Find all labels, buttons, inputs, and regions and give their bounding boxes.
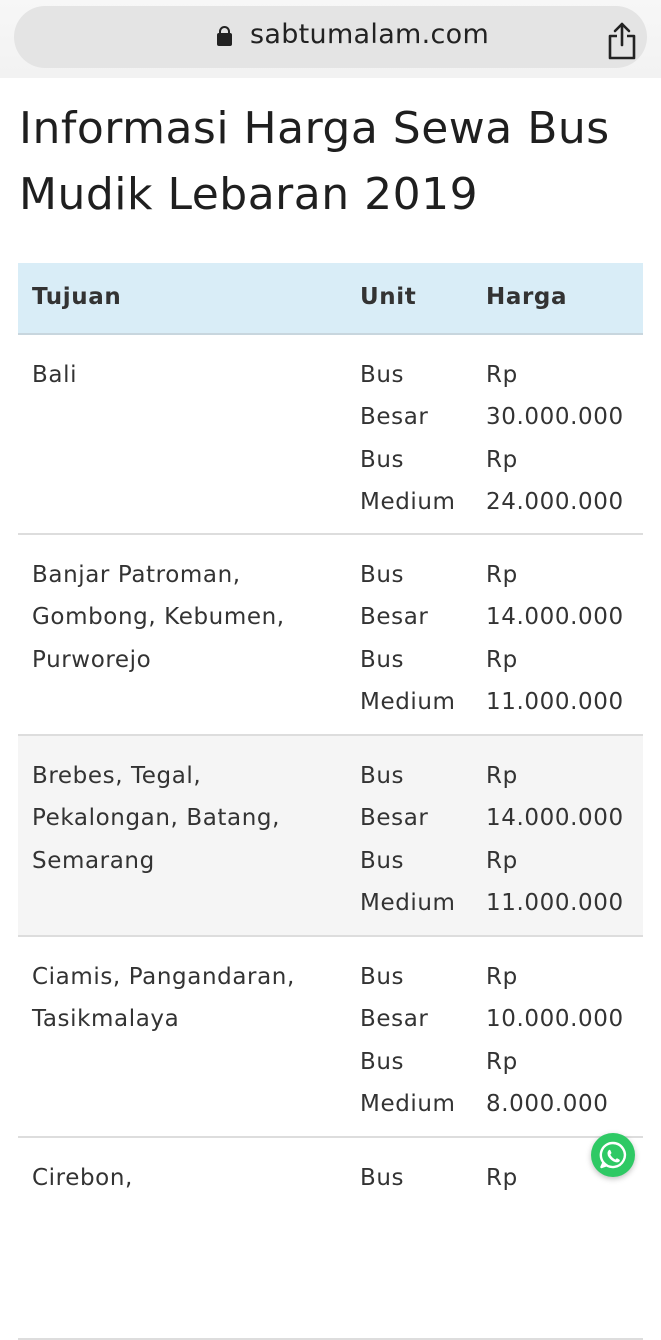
header-harga: Harga <box>486 284 568 310</box>
cell-tujuan-line: Tasikmalaya <box>32 1006 180 1033</box>
table-row <box>18 535 643 736</box>
whatsapp-button[interactable] <box>591 1133 635 1177</box>
cell-tujuan <box>32 354 352 396</box>
cell-tujuan-line: Purworejo <box>32 646 152 673</box>
table-header <box>18 263 643 335</box>
table-row <box>18 1138 643 1340</box>
cell-unit-line: Besar <box>360 404 429 431</box>
cell-harga-line: Rp <box>486 763 518 789</box>
cell-tujuan <box>32 1157 352 1199</box>
cell-tujuan-line: Pekalongan, Batang, <box>32 805 281 832</box>
cell-harga <box>486 956 641 1125</box>
cell-unit-line: Bus <box>360 562 405 588</box>
cell-tujuan-line: Brebes, Tegal, <box>32 763 202 789</box>
cell-harga-line: 8.000.000 <box>486 1090 609 1117</box>
cell-harga-line: Rp <box>486 847 518 874</box>
cell-unit-line: Besar <box>360 604 429 631</box>
cell-unit-line: Bus <box>360 1165 405 1191</box>
cell-unit <box>360 554 475 723</box>
cell-unit-line: Bus <box>360 847 405 874</box>
cell-tujuan-line: Semarang <box>32 847 155 874</box>
cell-unit <box>360 354 475 523</box>
cell-tujuan <box>32 956 352 1041</box>
cell-unit-line: Medium <box>360 1090 456 1117</box>
table-body <box>18 335 643 1340</box>
cell-harga-line: Rp <box>486 362 518 388</box>
cell-harga-line: 11.000.000 <box>486 889 624 916</box>
cell-harga <box>486 354 641 523</box>
price-table <box>18 263 643 1340</box>
lock-icon <box>217 33 232 46</box>
cell-harga-line: 11.000.000 <box>486 688 624 715</box>
cell-harga <box>486 554 641 723</box>
cell-unit-line: Medium <box>360 488 456 515</box>
address-bar[interactable] <box>14 6 647 68</box>
cell-harga-line: Rp <box>486 562 518 588</box>
header-unit: Unit <box>360 284 417 310</box>
cell-unit-line: Bus <box>360 362 405 388</box>
header-tujuan: Tujuan <box>32 284 122 310</box>
cell-unit-line: Medium <box>360 889 456 916</box>
cell-harga-line: Rp <box>486 1048 518 1075</box>
cell-harga-line: 14.000.000 <box>486 604 624 631</box>
cell-harga-line: Rp <box>486 1165 518 1191</box>
cell-harga-line: 30.000.000 <box>486 404 624 431</box>
url-text[interactable]: sabtumalam.com <box>250 19 490 50</box>
cell-harga-line: 10.000.000 <box>486 1006 624 1033</box>
cell-unit-line: Bus <box>360 964 405 990</box>
cell-unit <box>360 1157 475 1199</box>
share-icon[interactable] <box>606 21 638 61</box>
cell-harga-line: Rp <box>486 964 518 990</box>
cell-harga-line: 24.000.000 <box>486 488 624 515</box>
cell-harga <box>486 755 641 924</box>
browser-toolbar <box>0 0 661 78</box>
cell-unit-line: Besar <box>360 1006 429 1033</box>
cell-unit-line: Bus <box>360 446 405 473</box>
table-row <box>18 335 643 535</box>
whatsapp-icon <box>591 1133 635 1177</box>
cell-unit-line: Bus <box>360 1048 405 1075</box>
cell-harga-line: 14.000.000 <box>486 805 624 832</box>
cell-tujuan <box>32 755 352 882</box>
cell-tujuan-line: Bali <box>32 362 78 388</box>
cell-harga-line: Rp <box>486 646 518 673</box>
cell-unit <box>360 956 475 1125</box>
cell-tujuan-line: Banjar Patroman, <box>32 562 241 588</box>
cell-unit-line: Besar <box>360 805 429 832</box>
cell-tujuan-line: Ciamis, Pangandaran, <box>32 964 295 990</box>
cell-harga-line: Rp <box>486 446 518 473</box>
cell-unit-line: Medium <box>360 688 456 715</box>
cell-unit-line: Bus <box>360 646 405 673</box>
cell-tujuan-line: Cirebon, <box>32 1165 133 1191</box>
cell-unit-line: Bus <box>360 763 405 789</box>
table-row <box>18 937 643 1138</box>
table-row <box>18 736 643 937</box>
cell-tujuan-line: Gombong, Kebumen, <box>32 604 285 631</box>
cell-unit <box>360 755 475 924</box>
cell-tujuan <box>32 554 352 681</box>
page-title: Informasi Harga Sewa Bus Mudik Lebaran 2019 <box>19 103 610 220</box>
